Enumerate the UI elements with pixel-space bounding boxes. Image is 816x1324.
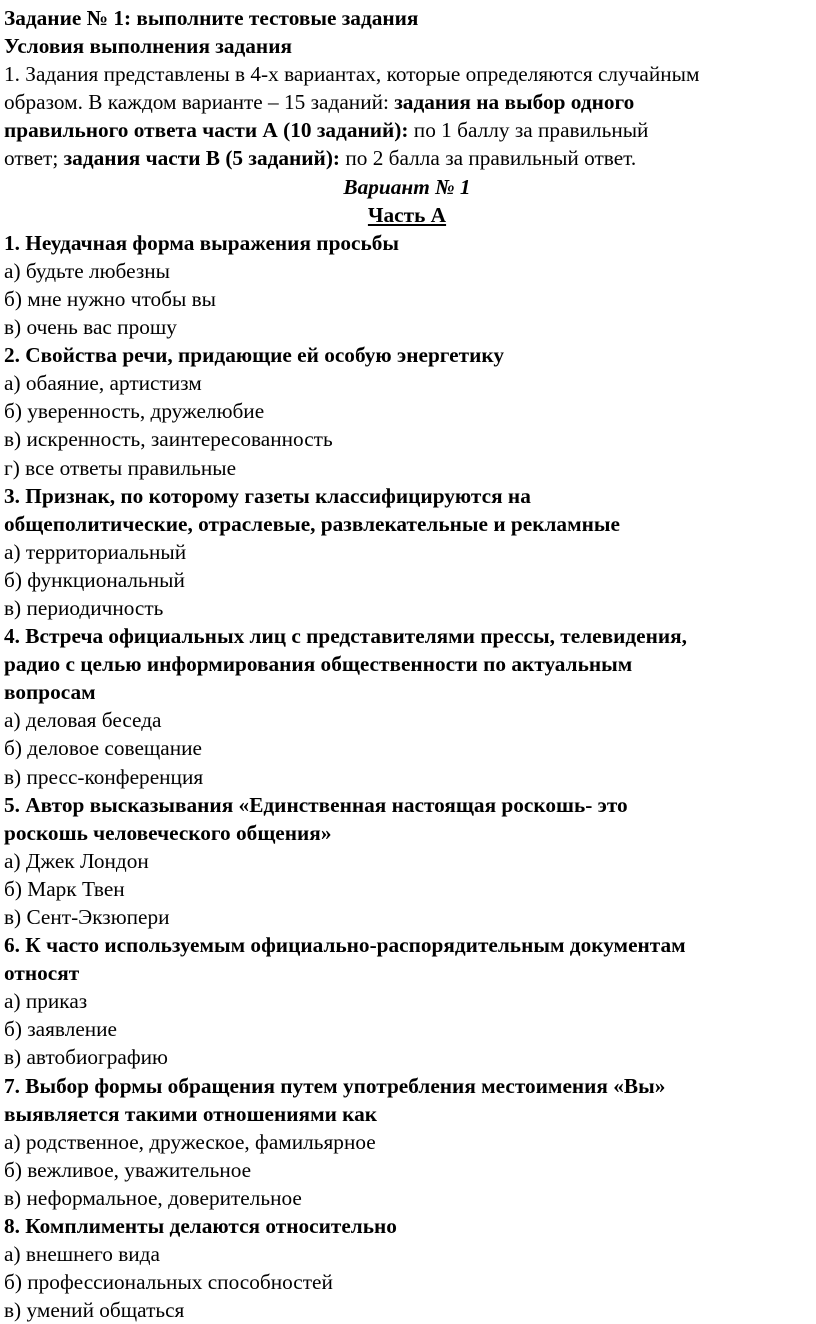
intro-line-4 <box>4 144 810 172</box>
question-block <box>4 341 810 481</box>
question-block <box>4 229 810 341</box>
question-text: вопросам <box>4 680 96 705</box>
variant-title-row <box>4 173 810 201</box>
question-text: общеполитические, отраслевые, развлекательные и рекламные <box>4 511 620 536</box>
question-text: 8. Комплименты делаются относительно <box>4 1214 397 1239</box>
question-text: выявляется такими отношениями как <box>4 1101 378 1126</box>
answer-option: а) Джек Лондон <box>4 848 149 873</box>
answer-option: в) Сент-Экзюпери <box>4 905 170 929</box>
answer-option: а) родственное, дружеское, фамильярное <box>4 1129 376 1154</box>
answer-option: а) приказ <box>4 989 88 1014</box>
question-block <box>4 1212 810 1324</box>
question-text: 6. К часто используемым официально-распорядительным документам <box>4 933 686 958</box>
question-text: 1. Неудачная форма выражения просьбы <box>4 230 400 255</box>
variant-title: Вариант № 1 <box>343 174 471 199</box>
answer-option: в) периодичность <box>4 595 164 620</box>
answer-option: в) неформальное, доверительное <box>4 1185 302 1210</box>
answer-option: в) пресс-конференция <box>4 764 204 789</box>
answer-option: б) заявление <box>4 1017 118 1042</box>
question-text: относят <box>4 961 80 986</box>
answer-option: а) территориальный <box>4 539 187 564</box>
question-text: роскошь человеческого общения» <box>4 820 332 845</box>
question-block <box>4 1072 810 1212</box>
intro-line-3-bold: правильного ответа части А (10 заданий): <box>4 118 409 143</box>
intro-line-1: 1. Задания представлены в 4-х вариантах, которые определяются случайным <box>4 62 700 87</box>
answer-option: б) мне нужно чтобы вы <box>4 286 216 311</box>
part-title: Часть А <box>367 202 447 227</box>
answer-option: в) умений общаться <box>4 1298 185 1323</box>
question-list <box>4 229 810 1324</box>
intro-line-4-plain-b: по 2 балла за правильный ответ. <box>340 146 637 171</box>
intro-line-4-bold: задания части В (5 заданий): <box>63 146 341 171</box>
question-block <box>4 791 810 931</box>
question-block <box>4 482 810 622</box>
answer-option: б) профессиональных способностей <box>4 1270 333 1295</box>
question-text: 4. Встреча официальных лиц с представителями прессы, телевидения, <box>4 624 687 649</box>
answer-option: б) Марк Твен <box>4 876 125 901</box>
intro-line-2-bold: задания на выбор одного <box>394 90 635 115</box>
answer-option: б) уверенность, дружелюбие <box>4 399 265 424</box>
answer-option: в) искренность, заинтересованность <box>4 427 333 452</box>
answer-option: г) все ответы правильные <box>4 455 237 480</box>
answer-option: а) обаяние, артистизм <box>4 371 202 396</box>
answer-option: б) вежливое, уважительное <box>4 1157 252 1182</box>
answer-option: в) автобиографию <box>4 1045 168 1070</box>
part-title-row <box>4 201 810 229</box>
conditions-heading: Условия выполнения задания <box>4 34 292 59</box>
intro-line-3 <box>4 116 810 144</box>
intro-line-2-plain: образом. В каждом варианте – 15 заданий: <box>4 90 395 115</box>
intro-line-3-plain: по 1 баллу за правильный <box>408 118 649 143</box>
answer-option: б) функциональный <box>4 567 185 592</box>
question-text: 5. Автор высказывания «Единственная настоящая роскошь- это <box>4 792 628 817</box>
intro-line-2 <box>4 88 810 116</box>
question-text: 2. Свойства речи, придающие ей особую энергетику <box>4 343 504 368</box>
question-block <box>4 931 810 1071</box>
answer-option: а) внешнего вида <box>4 1242 160 1267</box>
question-block <box>4 622 810 791</box>
answer-option: б) деловое совещание <box>4 736 202 761</box>
intro-line-4-plain-a: ответ; <box>4 146 64 171</box>
document-title: Задание № 1: выполните тестовые задания <box>4 6 419 30</box>
answer-option: а) деловая беседа <box>4 708 162 733</box>
question-text: 3. Признак, по которому газеты классифицируются на <box>4 483 531 508</box>
question-text: радио с целью информирования общественности по актуальным <box>4 652 633 677</box>
answer-option: а) будьте любезны <box>4 258 170 283</box>
answer-option: в) очень вас прошу <box>4 315 177 340</box>
question-text: 7. Выбор формы обращения путем употребления местоимения «Вы» <box>4 1073 666 1098</box>
